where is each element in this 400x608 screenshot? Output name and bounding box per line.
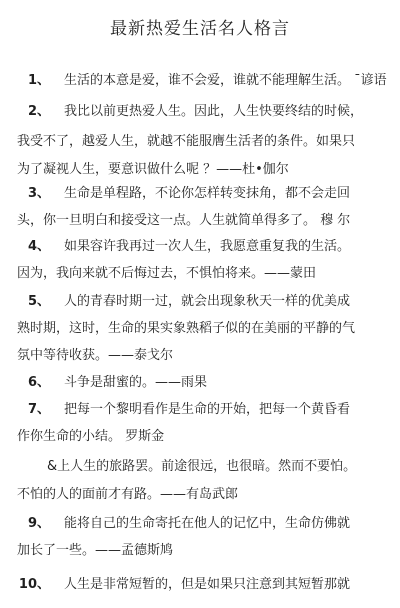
quote-continuation: 我受不了，越爱人生，就越不能服膺生活者的条件。如果只 [17,134,356,149]
quote-line [0,293,400,311]
quote-line [0,374,400,392]
quote-text: 人的青春时期一过，就会出现象秋天一样的优美成 [64,294,351,309]
quote-line: &上人生的旅路罢。前途很远，也很暗。然而不要怕。 [47,459,357,474]
quote-text: 生活的本意是爱，谁不会爱，谁就不能理解生活。 ¯谚语 [64,73,387,88]
quote-line [0,103,400,121]
quote-line [0,238,400,256]
quote-continuation: 氛中等待收获。——泰戈尔 [17,348,174,363]
quote-text: 如果容许我再过一次人生，我愿意重复我的生活。 [64,239,351,254]
quote-line [0,576,400,594]
quote-continuation: 熟时期，这时，生命的果实象熟稻子似的在美丽的平静的气 [17,321,356,336]
quote-text: 能将自己的生命寄托在他人的记忆中，生命仿佛就 [64,516,351,531]
quote-continuation: 头，你一旦明白和接受这一点。人生就简单得多了。 穆 尔 [17,213,351,228]
quote-continuation: 加长了一些。——孟德斯鸠 [17,543,174,558]
quote-line [0,72,400,90]
quote-number: 7、 [27,402,50,417]
page-title: 最新热爱生活名人格言 [110,19,290,39]
quote-number: 4、 [27,239,50,254]
quote-continuation: 因为，我向来就不后悔过去，不惧怕将来。——蒙田 [17,266,317,281]
quote-text: 人生是非常短暂的，但是如果只注意到其短暂那就 [64,577,351,592]
quote-line [0,185,400,203]
quote-number: 9、 [27,516,50,531]
quote-number: 2、 [27,104,50,119]
quote-number: 6、 [27,375,50,390]
quote-number: 1、 [27,73,50,88]
quote-text: 生命是单程路，不论你怎样转变抹角，都不会走回 [64,186,351,201]
quote-number: 5、 [27,294,50,309]
quote-text: 我比以前更热爱人生。因此，人生快要终结的时候， [64,104,364,119]
quote-line [0,401,400,419]
quote-continuation: 不怕的人的面前才有路。——有岛武郎 [17,487,239,502]
quote-number: 10、 [18,577,50,592]
quote-text: 斗争是甜蜜的。——雨果 [64,375,208,390]
quote-line [0,515,400,533]
quote-continuation: 为了凝视人生，要意识做什么呢 ？——杜•伽尔 [17,162,289,177]
quote-number: 3、 [27,186,50,201]
quote-text: 把每一个黎明看作是生命的开始，把每一个黄昏看 [64,402,351,417]
quote-continuation: 作你生命的小结。 罗斯金 [17,429,165,444]
